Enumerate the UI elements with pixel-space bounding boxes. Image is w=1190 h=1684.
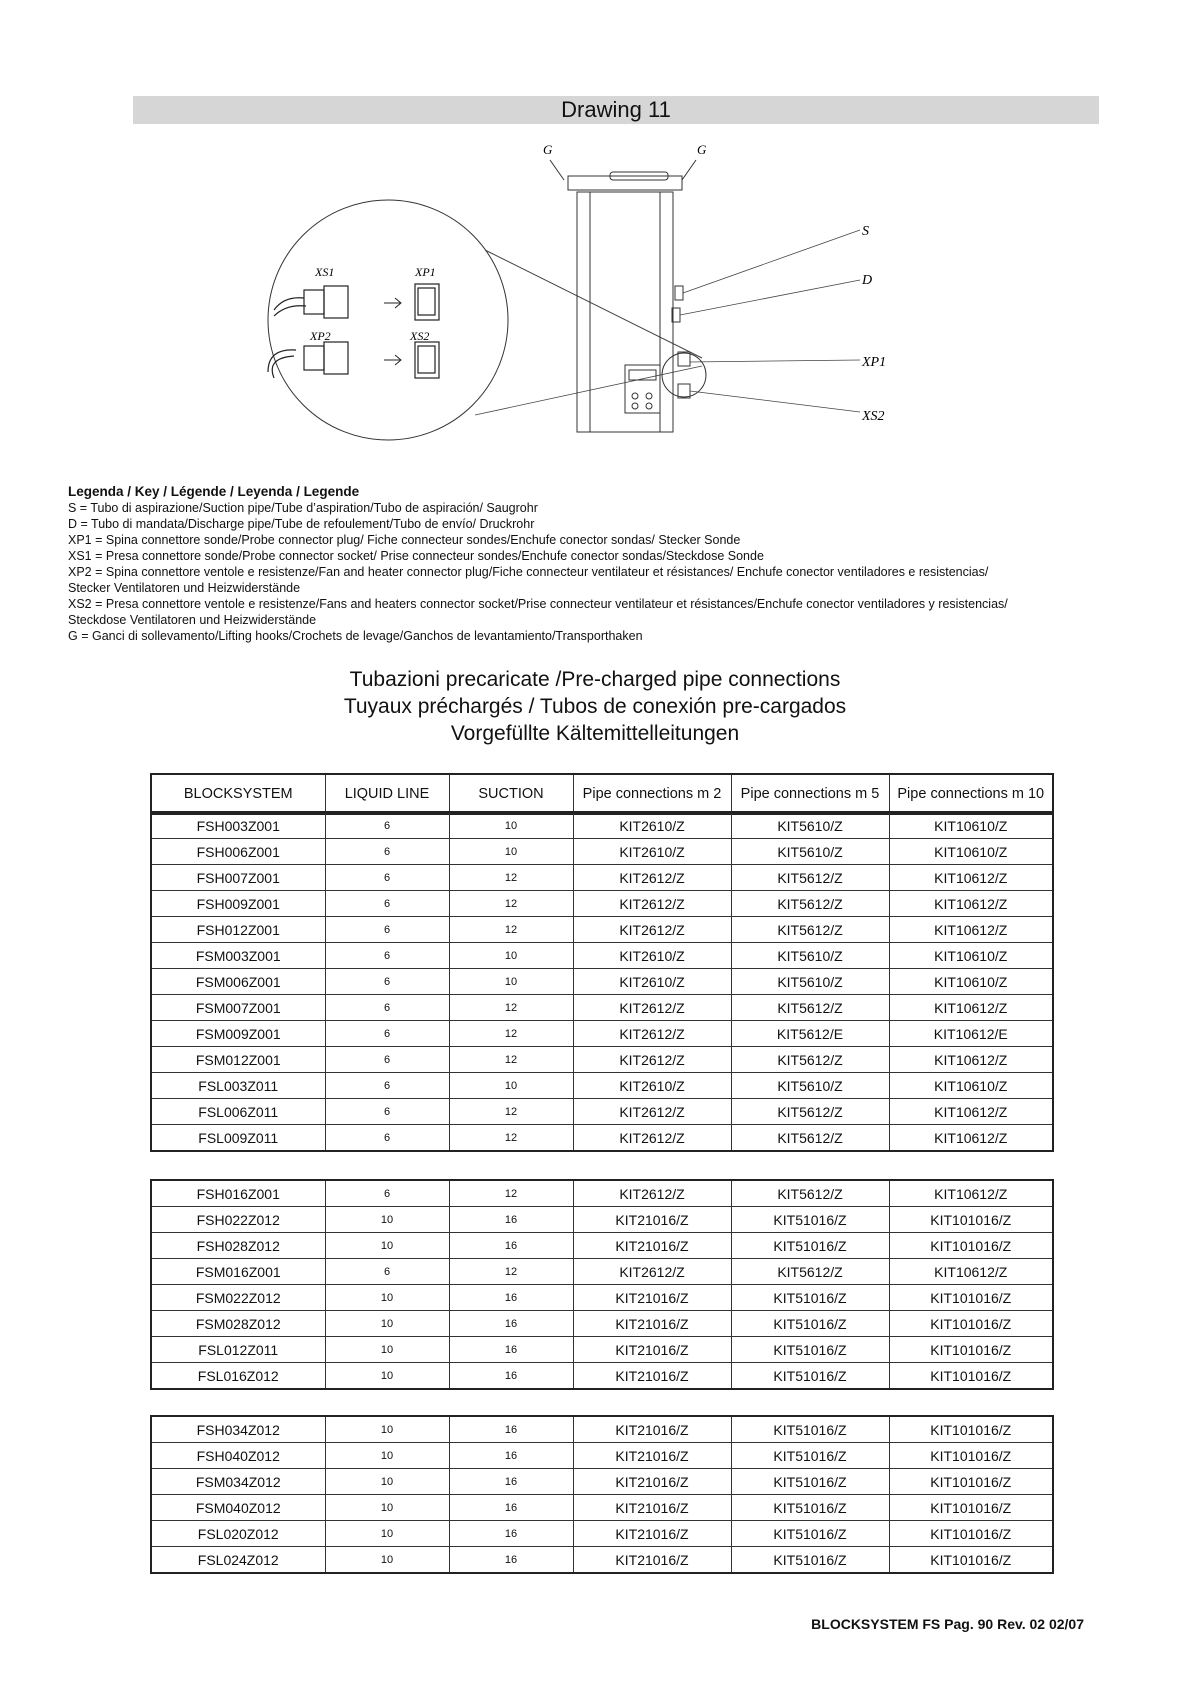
- table-cell: 12: [449, 1099, 573, 1125]
- table-cell: KIT2612/Z: [573, 1099, 731, 1125]
- table-row: [151, 891, 1053, 917]
- table-cell: 16: [449, 1416, 573, 1443]
- table-cell: KIT21016/Z: [573, 1311, 731, 1337]
- table-row: [151, 1047, 1053, 1073]
- table-cell: KIT51016/Z: [731, 1207, 889, 1233]
- page-title: Drawing 11: [133, 96, 1099, 124]
- table-cell: 10: [449, 943, 573, 969]
- legend: [68, 484, 1148, 644]
- connector-xs1-icon: [274, 286, 348, 318]
- table-cell: FSL012Z011: [151, 1337, 325, 1363]
- table-cell: KIT101016/Z: [889, 1547, 1053, 1574]
- table-cell: KIT10612/E: [889, 1021, 1053, 1047]
- arrow-right-icon: [384, 355, 401, 365]
- table-cell: KIT10610/Z: [889, 1073, 1053, 1099]
- table-cell: FSM012Z001: [151, 1047, 325, 1073]
- table-cell: KIT10612/Z: [889, 1125, 1053, 1152]
- table-cell: KIT51016/Z: [731, 1495, 889, 1521]
- table-cell: KIT5610/Z: [731, 1073, 889, 1099]
- technical-drawing: [250, 140, 970, 460]
- table-cell: KIT51016/Z: [731, 1233, 889, 1259]
- table-cell: 6: [325, 1073, 449, 1099]
- zoom-label-xs1: XS1: [315, 265, 335, 279]
- legend-line: XP1 = Spina connettore sonde/Probe connector plug/ Fiche connecteur sondes/Enchufe conector sondas/ Stecker Sonde: [68, 533, 741, 547]
- table-cell: FSH016Z001: [151, 1180, 325, 1207]
- table-row: [151, 969, 1053, 995]
- table-row: [151, 865, 1053, 891]
- table-cell: KIT101016/Z: [889, 1285, 1053, 1311]
- table-row: [151, 1125, 1053, 1152]
- legend-line: S = Tubo di aspirazione/Suction pipe/Tube d’aspiration/Tubo de aspiración/ Saugrohr: [68, 501, 538, 515]
- table-row: [151, 943, 1053, 969]
- col-header-m2: Pipe connections m 2: [573, 774, 731, 814]
- table-cell: 6: [325, 839, 449, 865]
- table-cell: 10: [325, 1337, 449, 1363]
- section-heading-line2: Tuyaux préchargés / Tubos de conexión pre-cargados: [343, 695, 847, 718]
- zoom-label-xp1: XP1: [415, 265, 436, 279]
- table-cell: KIT21016/Z: [573, 1547, 731, 1574]
- table-cell: KIT2612/Z: [573, 1259, 731, 1285]
- table-cell: KIT5610/Z: [731, 943, 889, 969]
- table-cell: KIT21016/Z: [573, 1233, 731, 1259]
- table-cell: 6: [325, 1259, 449, 1285]
- table-cell: KIT10612/Z: [889, 1259, 1053, 1285]
- zoom-label-xs2: XS2: [410, 329, 430, 343]
- table-row: [151, 1259, 1053, 1285]
- table-cell: 6: [325, 943, 449, 969]
- label-g-left: G: [543, 142, 553, 157]
- table-cell: KIT5612/Z: [731, 865, 889, 891]
- table-row: [151, 1180, 1053, 1207]
- table-cell: KIT5612/E: [731, 1021, 889, 1047]
- table-cell: KIT51016/Z: [731, 1363, 889, 1390]
- table-cell: FSL016Z012: [151, 1363, 325, 1390]
- table-cell: FSM009Z001: [151, 1021, 325, 1047]
- table-cell: 10: [449, 812, 573, 839]
- table-row: [151, 1337, 1053, 1363]
- table-cell: 12: [449, 917, 573, 943]
- table-cell: FSM007Z001: [151, 995, 325, 1021]
- table-row: [151, 1311, 1053, 1337]
- table-cell: 16: [449, 1547, 573, 1574]
- table-row: [151, 995, 1053, 1021]
- table-cell: 6: [325, 812, 449, 839]
- table-cell: KIT10610/Z: [889, 943, 1053, 969]
- table-cell: KIT2612/Z: [573, 995, 731, 1021]
- table-cell: KIT10612/Z: [889, 891, 1053, 917]
- table-cell: KIT2612/Z: [573, 1180, 731, 1207]
- table-cell: FSL009Z011: [151, 1125, 325, 1152]
- detail-zoom-circle: [268, 200, 508, 440]
- table-cell: 16: [449, 1285, 573, 1311]
- table-header: [150, 773, 1054, 815]
- table-cell: FSH006Z001: [151, 839, 325, 865]
- table-cell: 16: [449, 1311, 573, 1337]
- table-cell: FSH028Z012: [151, 1233, 325, 1259]
- table-cell: 10: [449, 969, 573, 995]
- col-header-m5: Pipe connections m 5: [731, 774, 889, 814]
- table-row: [151, 1285, 1053, 1311]
- table-cell: KIT21016/Z: [573, 1469, 731, 1495]
- table-cell: FSM028Z012: [151, 1311, 325, 1337]
- table-cell: KIT10610/Z: [889, 812, 1053, 839]
- table-cell: FSH040Z012: [151, 1443, 325, 1469]
- table-cell: FSM003Z001: [151, 943, 325, 969]
- table-cell: KIT21016/Z: [573, 1521, 731, 1547]
- table-cell: KIT101016/Z: [889, 1337, 1053, 1363]
- table-cell: KIT51016/Z: [731, 1416, 889, 1443]
- table-cell: KIT51016/Z: [731, 1337, 889, 1363]
- table-row: [151, 812, 1053, 839]
- table-cell: 16: [449, 1337, 573, 1363]
- table-cell: KIT51016/Z: [731, 1285, 889, 1311]
- table-cell: 16: [449, 1443, 573, 1469]
- table-cell: KIT10612/Z: [889, 917, 1053, 943]
- table-cell: 6: [325, 1180, 449, 1207]
- table-cell: 10: [325, 1521, 449, 1547]
- table-cell: 10: [325, 1469, 449, 1495]
- label-xp1: XP1: [862, 355, 887, 370]
- table-cell: KIT10612/Z: [889, 1180, 1053, 1207]
- table-cell: KIT2610/Z: [573, 969, 731, 995]
- table-row: [151, 1021, 1053, 1047]
- table-cell: FSM034Z012: [151, 1469, 325, 1495]
- table-cell: 6: [325, 1099, 449, 1125]
- table-cell: FSM022Z012: [151, 1285, 325, 1311]
- table-row: [151, 1443, 1053, 1469]
- table-cell: KIT5610/Z: [731, 812, 889, 839]
- table-cell: KIT10612/Z: [889, 865, 1053, 891]
- table-cell: 10: [449, 839, 573, 865]
- table-cell: KIT2610/Z: [573, 839, 731, 865]
- table-cell: 6: [325, 891, 449, 917]
- table-row: [151, 1233, 1053, 1259]
- label-d: D: [862, 273, 873, 288]
- pipe-connections: [662, 286, 706, 398]
- table-cell: KIT10612/Z: [889, 1047, 1053, 1073]
- table-row: [151, 1469, 1053, 1495]
- table-cell: FSH022Z012: [151, 1207, 325, 1233]
- kit-table-group-1: [150, 811, 1054, 1152]
- table-cell: KIT2610/Z: [573, 1073, 731, 1099]
- table-cell: KIT5612/Z: [731, 1125, 889, 1152]
- table-cell: KIT101016/Z: [889, 1469, 1053, 1495]
- table-cell: 10: [325, 1495, 449, 1521]
- section-heading-line3: Vorgefüllte Kältemittelleitungen: [450, 722, 740, 745]
- table-cell: FSH003Z001: [151, 812, 325, 839]
- table-cell: KIT101016/Z: [889, 1521, 1053, 1547]
- zoom-leader-line: [485, 250, 702, 358]
- legend-line: Steckdose Ventilatoren und Heizwiderstände: [68, 613, 317, 627]
- table-cell: KIT101016/Z: [889, 1443, 1053, 1469]
- table-cell: 10: [325, 1311, 449, 1337]
- table-cell: 12: [449, 1047, 573, 1073]
- unit-body: [550, 160, 696, 432]
- label-xs2: XS2: [862, 409, 885, 424]
- table-cell: FSM016Z001: [151, 1259, 325, 1285]
- section-heading-line1: Tubazioni precaricate /Pre-charged pipe connections: [349, 668, 841, 691]
- table-cell: FSH034Z012: [151, 1416, 325, 1443]
- table-cell: 10: [325, 1207, 449, 1233]
- table-cell: FSL024Z012: [151, 1547, 325, 1574]
- table-cell: 12: [449, 865, 573, 891]
- col-header-blocksystem: BLOCKSYSTEM: [151, 774, 325, 814]
- table-cell: 6: [325, 995, 449, 1021]
- table-cell: 10: [325, 1363, 449, 1390]
- table-cell: 16: [449, 1469, 573, 1495]
- table-cell: 10: [325, 1443, 449, 1469]
- table-cell: KIT5612/Z: [731, 995, 889, 1021]
- table-cell: KIT2612/Z: [573, 1021, 731, 1047]
- table-cell: FSH012Z001: [151, 917, 325, 943]
- table-cell: 12: [449, 995, 573, 1021]
- label-g-right: G: [697, 142, 707, 157]
- callout-lines: [680, 230, 860, 412]
- table-row: [151, 1207, 1053, 1233]
- legend-line: XS1 = Presa connettore sonde/Probe connector socket/ Prise connecteur sondes/Enchufe conector sondas/Steckdose Sonde: [68, 549, 764, 563]
- table-cell: 10: [325, 1285, 449, 1311]
- table-cell: KIT101016/Z: [889, 1363, 1053, 1390]
- table-cell: KIT101016/Z: [889, 1311, 1053, 1337]
- table-cell: KIT10610/Z: [889, 969, 1053, 995]
- col-header-liquid-line: LIQUID LINE: [325, 774, 449, 814]
- table-cell: 12: [449, 891, 573, 917]
- label-s: S: [862, 224, 869, 239]
- table-cell: KIT101016/Z: [889, 1416, 1053, 1443]
- table-cell: KIT101016/Z: [889, 1233, 1053, 1259]
- kit-table-group-3: [150, 1415, 1054, 1574]
- legend-line: G = Ganci di sollevamento/Lifting hooks/Crochets de levage/Ganchos de levantamiento/Transporthaken: [68, 629, 643, 643]
- table-cell: KIT10612/Z: [889, 1099, 1053, 1125]
- connector-xs2-icon: [415, 342, 439, 378]
- table-cell: FSH007Z001: [151, 865, 325, 891]
- table-cell: KIT2612/Z: [573, 865, 731, 891]
- table-cell: 12: [449, 1180, 573, 1207]
- table-cell: KIT5612/Z: [731, 1180, 889, 1207]
- table-cell: KIT21016/Z: [573, 1337, 731, 1363]
- table-cell: KIT101016/Z: [889, 1495, 1053, 1521]
- table-cell: 12: [449, 1125, 573, 1152]
- table-cell: KIT21016/Z: [573, 1285, 731, 1311]
- page-footer: BLOCKSYSTEM FS Pag. 90 Rev. 02 02/07: [811, 1616, 1084, 1632]
- table-cell: 12: [449, 1259, 573, 1285]
- table-cell: KIT10612/Z: [889, 995, 1053, 1021]
- table-cell: KIT21016/Z: [573, 1207, 731, 1233]
- table-cell: FSL003Z011: [151, 1073, 325, 1099]
- zoom-label-xp2: XP2: [310, 329, 331, 343]
- table-cell: KIT21016/Z: [573, 1443, 731, 1469]
- table-cell: KIT2612/Z: [573, 1125, 731, 1152]
- table-cell: 10: [325, 1416, 449, 1443]
- table-cell: KIT21016/Z: [573, 1363, 731, 1390]
- table-cell: KIT21016/Z: [573, 1495, 731, 1521]
- table-row: [151, 1073, 1053, 1099]
- legend-line: Stecker Ventilatoren und Heizwiderstände: [68, 581, 301, 595]
- table-cell: 6: [325, 865, 449, 891]
- connector-xp1-icon: [415, 284, 439, 320]
- table-cell: KIT51016/Z: [731, 1443, 889, 1469]
- col-header-m10: Pipe connections m 10: [889, 774, 1053, 814]
- table-cell: KIT51016/Z: [731, 1311, 889, 1337]
- table-row: [151, 839, 1053, 865]
- table-cell: KIT2610/Z: [573, 812, 731, 839]
- table-row: [151, 1495, 1053, 1521]
- table-row: [151, 1521, 1053, 1547]
- table-cell: KIT51016/Z: [731, 1469, 889, 1495]
- table-cell: KIT2610/Z: [573, 943, 731, 969]
- table-row: [151, 1099, 1053, 1125]
- table-cell: KIT5612/Z: [731, 1047, 889, 1073]
- table-cell: KIT2612/Z: [573, 917, 731, 943]
- table-cell: KIT5612/Z: [731, 917, 889, 943]
- table-cell: 10: [325, 1233, 449, 1259]
- table-cell: KIT10610/Z: [889, 839, 1053, 865]
- table-cell: 12: [449, 1021, 573, 1047]
- table-cell: KIT5612/Z: [731, 1259, 889, 1285]
- table-cell: 16: [449, 1521, 573, 1547]
- table-cell: 6: [325, 1021, 449, 1047]
- control-panel: [625, 365, 660, 413]
- table-cell: 10: [325, 1547, 449, 1574]
- table-cell: 16: [449, 1233, 573, 1259]
- legend-heading: Legenda / Key / Légende / Leyenda / Legende: [68, 484, 360, 499]
- table-cell: KIT51016/Z: [731, 1547, 889, 1574]
- table-row: [151, 1363, 1053, 1390]
- table-cell: KIT101016/Z: [889, 1207, 1053, 1233]
- table-cell: 6: [325, 1047, 449, 1073]
- table-cell: KIT5610/Z: [731, 839, 889, 865]
- table-cell: 6: [325, 1125, 449, 1152]
- legend-line: XS2 = Presa connettore ventole e resistenze/Fans and heaters connector socket/Prise connecteur ventilateur et résistances/Enchufe conector ventiladores y resistencias/: [68, 597, 1008, 611]
- table-cell: 16: [449, 1207, 573, 1233]
- col-header-suction: SUCTION: [449, 774, 573, 814]
- table-row: [151, 1547, 1053, 1574]
- arrow-right-icon: [384, 298, 401, 308]
- table-row: [151, 917, 1053, 943]
- table-cell: KIT5610/Z: [731, 969, 889, 995]
- table-cell: KIT2612/Z: [573, 1047, 731, 1073]
- table-row: [151, 1416, 1053, 1443]
- table-cell: KIT21016/Z: [573, 1416, 731, 1443]
- table-cell: FSH009Z001: [151, 891, 325, 917]
- table-cell: 16: [449, 1363, 573, 1390]
- table-cell: FSM040Z012: [151, 1495, 325, 1521]
- table-cell: 6: [325, 917, 449, 943]
- table-cell: FSL020Z012: [151, 1521, 325, 1547]
- kit-table-group-2: [150, 1179, 1054, 1390]
- table-cell: KIT2612/Z: [573, 891, 731, 917]
- table-cell: KIT5612/Z: [731, 1099, 889, 1125]
- table-cell: 16: [449, 1495, 573, 1521]
- table-cell: KIT5612/Z: [731, 891, 889, 917]
- legend-line: D = Tubo di mandata/Discharge pipe/Tube de refoulement/Tubo de envío/ Druckrohr: [68, 517, 535, 531]
- table-cell: 6: [325, 969, 449, 995]
- table-cell: KIT51016/Z: [731, 1521, 889, 1547]
- table-cell: 10: [449, 1073, 573, 1099]
- legend-line: XP2 = Spina connettore ventole e resistenze/Fan and heater connector plug/Fiche connecteur ventilateur et résistances/ Enchufe conector ventiladores e resistencias/: [68, 565, 989, 579]
- table-cell: FSL006Z011: [151, 1099, 325, 1125]
- table-cell: FSM006Z001: [151, 969, 325, 995]
